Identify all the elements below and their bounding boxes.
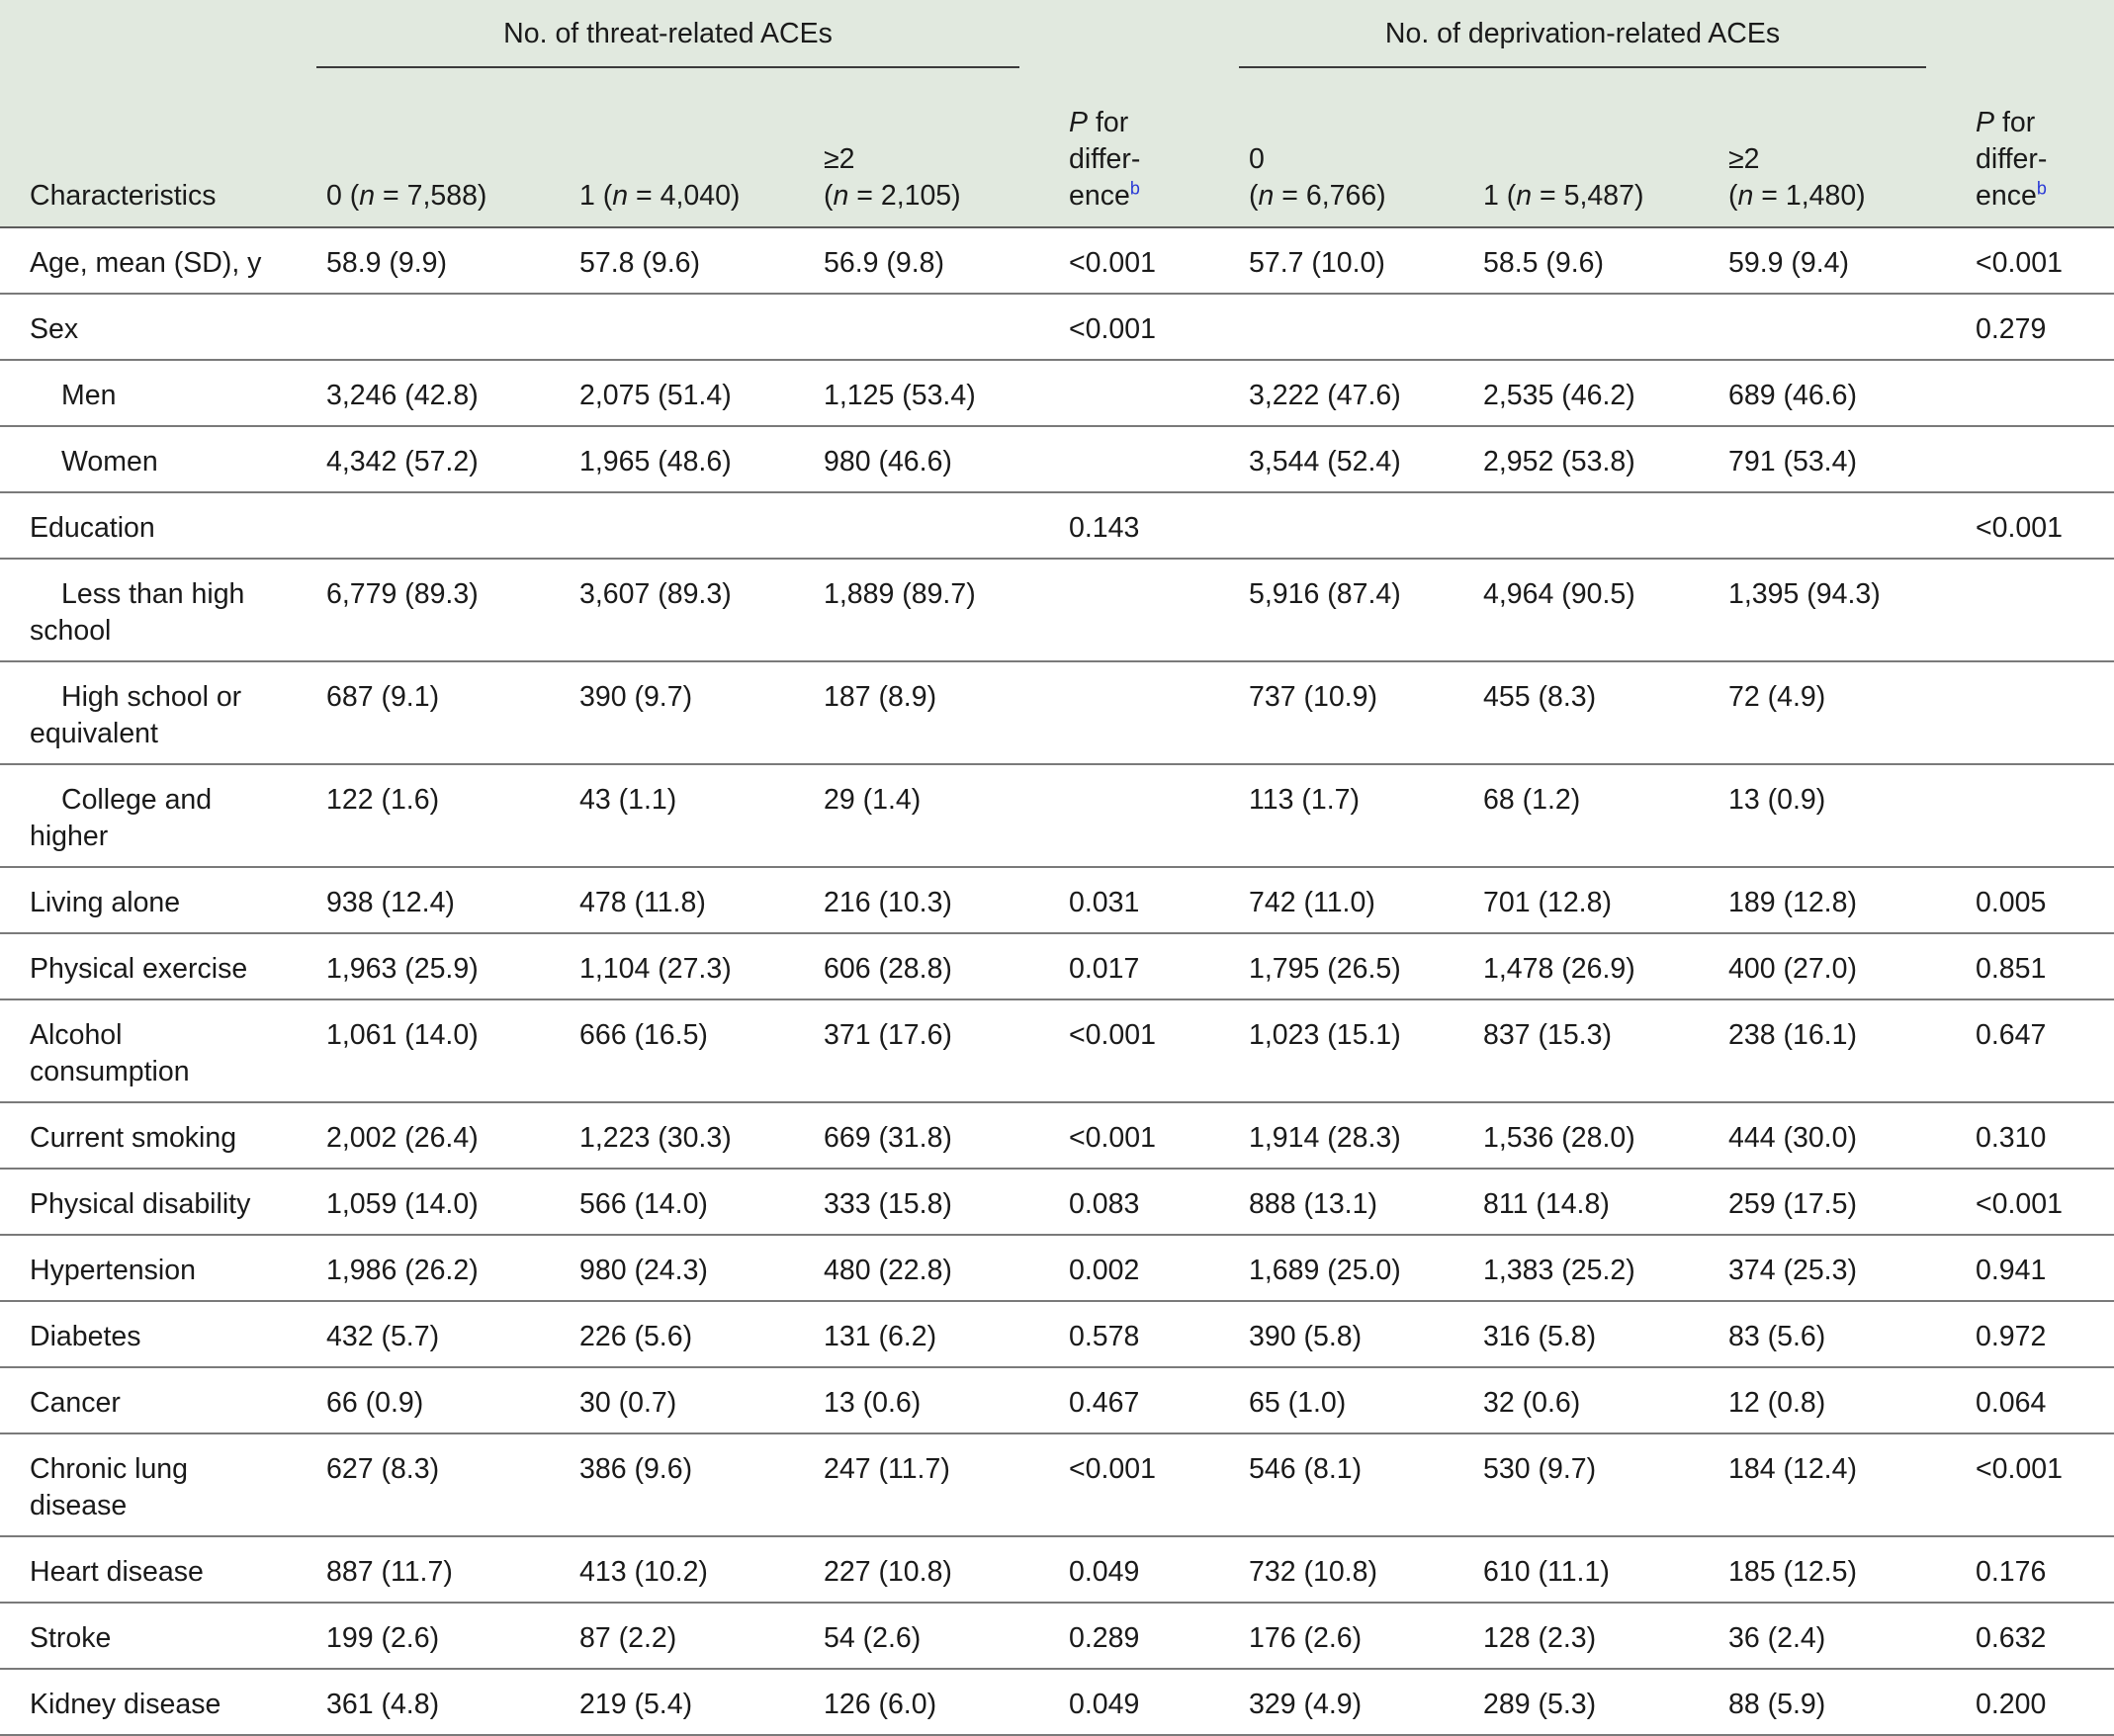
deprivation-p-cell: 0.200 [1946,1669,2114,1735]
table-row [0,360,2114,426]
threat-2plus-cell: 126 (6.0) [794,1669,1039,1735]
threat-0-cell [297,294,550,360]
deprivation-p-cell [1946,559,2114,661]
deprivation-p-header: P for differ- ence$^b$ [1976,107,2048,212]
table-row [0,867,2114,933]
threat-0-cell: 1,059 (14.0) [297,1169,550,1235]
deprivation-1-cell: 1,536 (28.0) [1453,1102,1699,1169]
threat-2plus-cell: 216 (10.3) [794,867,1039,933]
deprivation-1-cell: 610 (11.1) [1453,1536,1699,1603]
row-label: High school or equivalent [0,661,297,764]
threat-1-cell [550,492,794,559]
deprivation-p-cell: 0.279 [1946,294,2114,360]
deprivation-2plus-cell: 791 (53.4) [1699,426,1946,492]
threat-0-cell: 58.9 (9.9) [297,227,550,294]
deprivation-1-cell: 316 (5.8) [1453,1301,1699,1367]
threat-2plus-cell: 54 (2.6) [794,1603,1039,1669]
deprivation-p-cell: <0.001 [1946,1433,2114,1536]
row-label: Age, mean (SD), y [0,227,297,294]
row-label: Physical exercise [0,933,297,999]
threat-2plus-cell: 131 (6.2) [794,1301,1039,1367]
threat-group-label: No. of threat-related ACEs [316,16,1019,68]
threat-p-cell [1039,764,1219,867]
row-label: Men [0,360,297,426]
deprivation-1-cell [1453,492,1699,559]
threat-0-cell [297,492,550,559]
deprivation-2plus-header: ≥2 (n = 1,480) [1728,143,1866,212]
deprivation-1-cell: 2,535 (46.2) [1453,360,1699,426]
deprivation-1-cell: 128 (2.3) [1453,1603,1699,1669]
row-label: Diabetes [0,1301,297,1367]
threat-2plus-cell: 187 (8.9) [794,661,1039,764]
deprivation-2plus-cell: 13 (0.9) [1699,764,1946,867]
threat-1-cell: 566 (14.0) [550,1169,794,1235]
threat-2plus-cell: 29 (1.4) [794,764,1039,867]
deprivation-0-cell: 3,544 (52.4) [1219,426,1453,492]
row-label: College and higher [0,764,297,867]
threat-0-cell: 2,002 (26.4) [297,1102,550,1169]
deprivation-2plus-cell: 374 (25.3) [1699,1235,1946,1301]
deprivation-0-cell: 1,795 (26.5) [1219,933,1453,999]
deprivation-2plus-cell: 88 (5.9) [1699,1669,1946,1735]
deprivation-1-cell: 701 (12.8) [1453,867,1699,933]
table-row [0,1301,2114,1367]
threat-1-cell: 980 (24.3) [550,1235,794,1301]
threat-1-cell: 478 (11.8) [550,867,794,933]
threat-2plus-cell: 247 (11.7) [794,1433,1039,1536]
threat-2plus-cell: 227 (10.8) [794,1536,1039,1603]
table-row [0,1235,2114,1301]
table-row [0,559,2114,661]
threat-p-cell: 0.049 [1039,1669,1219,1735]
threat-1-cell: 386 (9.6) [550,1433,794,1536]
threat-p-cell: <0.001 [1039,1102,1219,1169]
header-spacer [0,0,297,84]
deprivation-1-header: 1 (n = 5,487) [1483,180,1644,212]
deprivation-p-cell [1946,661,2114,764]
characteristics-header: Characteristics [30,180,217,212]
deprivation-0-cell: 737 (10.9) [1219,661,1453,764]
deprivation-0-cell: 3,222 (47.6) [1219,360,1453,426]
threat-0-cell: 887 (11.7) [297,1536,550,1603]
deprivation-p-cell: 0.310 [1946,1102,2114,1169]
header-spacer [1039,0,1219,84]
row-label: Education [0,492,297,559]
threat-0-cell: 122 (1.6) [297,764,550,867]
deprivation-0-cell: 1,023 (15.1) [1219,999,1453,1102]
deprivation-2plus-cell: 400 (27.0) [1699,933,1946,999]
threat-2plus-cell: 56.9 (9.8) [794,227,1039,294]
deprivation-2plus-cell: 185 (12.5) [1699,1536,1946,1603]
deprivation-0-cell: 888 (13.1) [1219,1169,1453,1235]
threat-1-cell: 226 (5.6) [550,1301,794,1367]
deprivation-1-cell: 1,383 (25.2) [1453,1235,1699,1301]
deprivation-2plus-cell [1699,492,1946,559]
table-row [0,999,2114,1102]
header-spacer [1946,0,2114,84]
threat-0-cell: 1,986 (26.2) [297,1235,550,1301]
threat-1-cell: 666 (16.5) [550,999,794,1102]
threat-1-cell [550,294,794,360]
threat-2plus-cell: 669 (31.8) [794,1102,1039,1169]
row-label: Women [0,426,297,492]
deprivation-p-cell: 0.941 [1946,1235,2114,1301]
table-row [0,1669,2114,1735]
deprivation-2plus-cell: 259 (17.5) [1699,1169,1946,1235]
deprivation-p-cell: <0.001 [1946,492,2114,559]
deprivation-0-cell: 113 (1.7) [1219,764,1453,867]
deprivation-2plus-cell: 59.9 (9.4) [1699,227,1946,294]
deprivation-1-cell: 811 (14.8) [1453,1169,1699,1235]
threat-0-cell: 199 (2.6) [297,1603,550,1669]
threat-0-cell: 66 (0.9) [297,1367,550,1433]
deprivation-2plus-cell: 189 (12.8) [1699,867,1946,933]
row-label: Current smoking [0,1102,297,1169]
deprivation-p-cell: 0.972 [1946,1301,2114,1367]
threat-1-header: 1 (n = 4,040) [579,180,741,212]
deprivation-p-cell: 0.005 [1946,867,2114,933]
deprivation-0-cell: 176 (2.6) [1219,1603,1453,1669]
deprivation-2plus-cell: 184 (12.4) [1699,1433,1946,1536]
deprivation-p-cell: 0.632 [1946,1603,2114,1669]
deprivation-0-header: 0 (n = 6,766) [1249,143,1386,212]
threat-0-cell: 687 (9.1) [297,661,550,764]
deprivation-p-cell: <0.001 [1946,1169,2114,1235]
threat-1-cell: 390 (9.7) [550,661,794,764]
table-row [0,492,2114,559]
threat-2plus-cell: 980 (46.6) [794,426,1039,492]
threat-1-cell: 413 (10.2) [550,1536,794,1603]
deprivation-0-cell: 57.7 (10.0) [1219,227,1453,294]
table-header [0,0,2114,227]
table-row [0,1367,2114,1433]
threat-0-cell: 432 (5.7) [297,1301,550,1367]
deprivation-1-cell: 58.5 (9.6) [1453,227,1699,294]
threat-p-cell: 0.049 [1039,1536,1219,1603]
threat-2plus-cell: 606 (28.8) [794,933,1039,999]
deprivation-p-cell: 0.851 [1946,933,2114,999]
threat-0-cell: 6,779 (89.3) [297,559,550,661]
footnote-b-link[interactable]: b [1129,178,1140,199]
threat-p-header: P for differ- ence$^b$ [1069,107,1141,212]
deprivation-0-cell: 546 (8.1) [1219,1433,1453,1536]
table-body [0,227,2114,1735]
threat-p-cell [1039,360,1219,426]
deprivation-1-cell: 32 (0.6) [1453,1367,1699,1433]
deprivation-1-cell [1453,294,1699,360]
deprivation-1-cell: 1,478 (26.9) [1453,933,1699,999]
threat-1-cell: 1,965 (48.6) [550,426,794,492]
threat-0-cell: 1,963 (25.9) [297,933,550,999]
table-row [0,933,2114,999]
footnote-b-link[interactable]: b [2036,178,2047,199]
threat-p-cell: 0.017 [1039,933,1219,999]
threat-0-cell: 3,246 (42.8) [297,360,550,426]
threat-2plus-cell: 1,125 (53.4) [794,360,1039,426]
deprivation-1-cell: 530 (9.7) [1453,1433,1699,1536]
deprivation-2plus-cell: 689 (46.6) [1699,360,1946,426]
deprivation-1-cell: 4,964 (90.5) [1453,559,1699,661]
threat-2plus-cell: 333 (15.8) [794,1169,1039,1235]
deprivation-p-cell [1946,764,2114,867]
deprivation-0-cell: 732 (10.8) [1219,1536,1453,1603]
deprivation-0-cell: 390 (5.8) [1219,1301,1453,1367]
table-row [0,1433,2114,1536]
deprivation-0-cell: 5,916 (87.4) [1219,559,1453,661]
threat-p-cell: 0.578 [1039,1301,1219,1367]
threat-1-cell: 43 (1.1) [550,764,794,867]
deprivation-2plus-cell: 1,395 (94.3) [1699,559,1946,661]
threat-0-cell: 4,342 (57.2) [297,426,550,492]
table-row [0,661,2114,764]
deprivation-1-cell: 68 (1.2) [1453,764,1699,867]
threat-p-cell: 0.467 [1039,1367,1219,1433]
deprivation-2plus-cell: 12 (0.8) [1699,1367,1946,1433]
row-label: Less than high school [0,559,297,661]
deprivation-p-cell [1946,360,2114,426]
row-label: Sex [0,294,297,360]
deprivation-1-cell: 2,952 (53.8) [1453,426,1699,492]
table-row [0,294,2114,360]
deprivation-0-cell: 329 (4.9) [1219,1669,1453,1735]
threat-p-cell: 0.031 [1039,867,1219,933]
table-row [0,1536,2114,1603]
threat-p-cell [1039,426,1219,492]
threat-2plus-cell: 371 (17.6) [794,999,1039,1102]
deprivation-0-cell: 65 (1.0) [1219,1367,1453,1433]
deprivation-p-cell: <0.001 [1946,227,2114,294]
threat-1-cell: 219 (5.4) [550,1669,794,1735]
threat-2plus-cell: 480 (22.8) [794,1235,1039,1301]
threat-1-cell: 30 (0.7) [550,1367,794,1433]
deprivation-0-cell: 1,689 (25.0) [1219,1235,1453,1301]
threat-p-cell: <0.001 [1039,294,1219,360]
deprivation-0-cell: 742 (11.0) [1219,867,1453,933]
deprivation-p-cell: 0.647 [1946,999,2114,1102]
threat-0-cell: 627 (8.3) [297,1433,550,1536]
threat-p-cell: <0.001 [1039,227,1219,294]
deprivation-0-cell: 1,914 (28.3) [1219,1102,1453,1169]
threat-2plus-cell: 13 (0.6) [794,1367,1039,1433]
row-label: Alcohol consumption [0,999,297,1102]
threat-group-header [297,0,1039,84]
threat-1-cell: 57.8 (9.6) [550,227,794,294]
deprivation-2plus-cell [1699,294,1946,360]
threat-1-cell: 1,223 (30.3) [550,1102,794,1169]
threat-p-cell: <0.001 [1039,999,1219,1102]
threat-p-cell: 0.083 [1039,1169,1219,1235]
deprivation-0-cell [1219,294,1453,360]
row-label: Kidney disease [0,1669,297,1735]
threat-0-cell: 1,061 (14.0) [297,999,550,1102]
row-label: Hypertension [0,1235,297,1301]
table-row [0,426,2114,492]
row-label: Cancer [0,1367,297,1433]
deprivation-p-cell [1946,426,2114,492]
threat-0-header: 0 (n = 7,588) [326,180,487,212]
threat-2plus-cell [794,294,1039,360]
deprivation-2plus-cell: 238 (16.1) [1699,999,1946,1102]
deprivation-2plus-cell: 444 (30.0) [1699,1102,1946,1169]
table-row [0,227,2114,294]
deprivation-1-cell: 837 (15.3) [1453,999,1699,1102]
deprivation-1-cell: 289 (5.3) [1453,1669,1699,1735]
threat-p-cell: 0.002 [1039,1235,1219,1301]
deprivation-1-cell: 455 (8.3) [1453,661,1699,764]
threat-p-cell: <0.001 [1039,1433,1219,1536]
table-row [0,1102,2114,1169]
row-label: Stroke [0,1603,297,1669]
deprivation-0-cell [1219,492,1453,559]
row-label: Physical disability [0,1169,297,1235]
threat-p-cell [1039,559,1219,661]
threat-0-cell: 361 (4.8) [297,1669,550,1735]
threat-p-cell: 0.289 [1039,1603,1219,1669]
deprivation-2plus-cell: 36 (2.4) [1699,1603,1946,1669]
threat-1-cell: 87 (2.2) [550,1603,794,1669]
deprivation-2plus-cell: 83 (5.6) [1699,1301,1946,1367]
table-row [0,1603,2114,1669]
threat-1-cell: 1,104 (27.3) [550,933,794,999]
threat-2plus-header: ≥2 (n = 2,105) [824,143,961,212]
threat-p-cell [1039,661,1219,764]
deprivation-p-cell: 0.064 [1946,1367,2114,1433]
deprivation-group-label: No. of deprivation-related ACEs [1239,16,1926,68]
row-label: Chronic lung disease [0,1433,297,1536]
row-label: Heart disease [0,1536,297,1603]
row-label: Living alone [0,867,297,933]
threat-1-cell: 2,075 (51.4) [550,360,794,426]
threat-0-cell: 938 (12.4) [297,867,550,933]
table-row [0,1169,2114,1235]
deprivation-p-cell: 0.176 [1946,1536,2114,1603]
threat-p-cell: 0.143 [1039,492,1219,559]
deprivation-2plus-cell: 72 (4.9) [1699,661,1946,764]
threat-2plus-cell: 1,889 (89.7) [794,559,1039,661]
threat-1-cell: 3,607 (89.3) [550,559,794,661]
threat-2plus-cell [794,492,1039,559]
table-row [0,764,2114,867]
deprivation-group-header [1219,0,1946,84]
